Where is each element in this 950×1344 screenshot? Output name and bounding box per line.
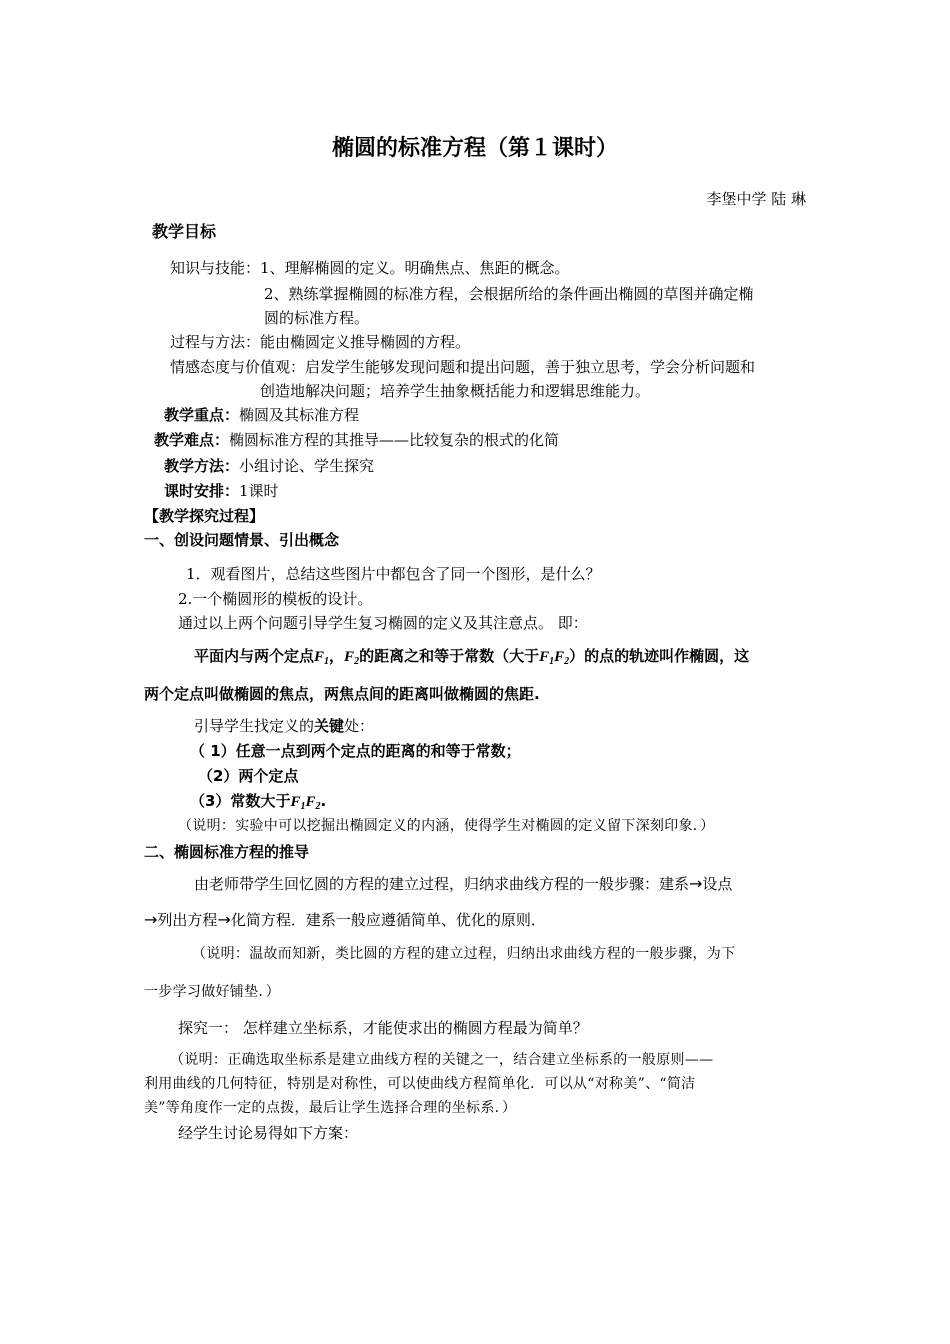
schedule <box>164 481 279 501</box>
knowledge-label: 知识与技能： <box>170 259 261 277</box>
key-point-text: 椭圆及其标准方程 <box>239 406 360 424</box>
process-method: 过程与方法：能由椭圆定义推导椭圆的方程。 <box>170 333 471 351</box>
section2-heading: 二、椭圆标准方程的推导 <box>144 843 310 861</box>
section1-heading: 一、创设问题情景、引出概念 <box>144 531 340 549</box>
emotion-2: 创造地解决问题；培养学生抽象概括能力和逻辑思维能力。 <box>260 382 651 400</box>
derivation-part-b: 设点 <box>702 875 733 893</box>
knowledge-1: 1、理解椭圆的定义。明确焦点、焦距的概念。 <box>260 259 570 277</box>
schedule-label: 课时安排： <box>164 482 240 500</box>
derivation-part-d: 化简方程．建系一般应遵循简单、优化的原则． <box>230 911 546 929</box>
guide-part-a: 引导学生找定义的 <box>194 717 315 735</box>
note-3-line-1: （说明：正确选取坐标系是建立曲线方程的关键之一，结合建立坐标系的一般原则—— <box>170 1052 714 1068</box>
method <box>164 456 374 476</box>
question-3: 通过以上两个问题引导学生复习椭圆的定义及其注意点。 即： <box>178 614 588 632</box>
knowledge-2: 2、熟练掌握椭圆的标准方程，会根据所给的条件画出椭圆的草图并确定椭 <box>264 285 754 303</box>
derivation-line-2 <box>144 910 546 930</box>
difficulty <box>154 430 559 450</box>
note-2-cont: 一步学习做好铺垫．） <box>144 984 280 1000</box>
period: . <box>320 792 327 810</box>
conclusion: 经学生讨论易得如下方案： <box>178 1124 359 1142</box>
difficulty-label: 教学难点： <box>154 431 230 449</box>
knowledge-2-cont: 圆的标准方程。 <box>264 309 370 327</box>
guide-part-c: 处： <box>344 717 375 735</box>
method-text: 小组讨论、学生探究 <box>239 457 375 475</box>
arrow-icon: → <box>217 910 231 929</box>
key-2: （2）两个定点 <box>198 767 299 785</box>
arrow-icon: → <box>689 874 703 893</box>
key-3-text: （3）常数大于 <box>190 792 291 810</box>
difficulty-text: 椭圆标准方程的其推导——比较复杂的根式的化简 <box>229 431 560 449</box>
f2-symbol: $F_2$ <box>344 649 360 667</box>
question-1: 1．观看图片，总结这些图片中都包含了同一个图形，是什么？ <box>186 565 601 583</box>
key-3 <box>190 791 326 812</box>
page-title: 椭圆的标准方程（第１课时） <box>331 135 618 161</box>
note-3-line-2: 利用曲线的几何特征，特别是对称性，可以使曲线方程简单化．可以从“对称美”、“简洁 <box>144 1076 696 1092</box>
note-3-line-3: 美”等角度作一定的点拨，最后让学生选择合理的坐标系．） <box>144 1100 517 1116</box>
note-2: （说明：温故而知新，类比圆的方程的建立过程，归纳出求曲线方程的一般步骤，为下 <box>192 946 736 962</box>
guide-line <box>194 716 374 736</box>
derivation-part-c: 列出方程 <box>157 911 218 929</box>
definition-line-1 <box>194 646 749 667</box>
guide-keyword: 关键 <box>314 717 345 735</box>
definition-part-b: 的距离之和等于常数（大于 <box>359 647 540 665</box>
f1f2-symbol: $F_1F_2$ <box>290 794 321 812</box>
derivation-line-1 <box>194 874 732 894</box>
objectives-heading: 教学目标 <box>152 222 217 241</box>
arrow-icon: → <box>144 910 158 929</box>
definition-part-c: ）的点的轨迹叫作椭圆，这 <box>569 647 750 665</box>
process-heading: 【教学探究过程】 <box>144 507 265 525</box>
method-label: 教学方法： <box>164 457 240 475</box>
knowledge-line-1 <box>170 258 570 278</box>
key-point-label: 教学重点： <box>164 406 240 424</box>
comma: ， <box>329 647 345 665</box>
f1-symbol: $F_1$ <box>314 649 330 667</box>
question-2: 2.一个椭圆形的模板的设计。 <box>178 590 373 608</box>
explore-one: 探究一： 怎样建立坐标系，才能使求出的椭圆方程最为简单？ <box>178 1019 588 1037</box>
derivation-part-a: 由老师带学生回忆圆的方程的建立过程，归纳求曲线方程的一般步骤：建系 <box>194 875 690 893</box>
note-1: （说明：实验中可以挖掘出椭圆定义的内涵，使得学生对椭圆的定义留下深刻印象．） <box>178 818 715 834</box>
definition-line-2: 两个定点叫做椭圆的焦点，两焦点间的距离叫做椭圆的焦距. <box>144 685 540 703</box>
f1f2-symbol: $F_1F_2$ <box>539 649 570 667</box>
definition-part-a: 平面内与两个定点 <box>194 647 315 665</box>
schedule-text: 1课时 <box>239 482 279 500</box>
author: 李堡中学 陆 琳 <box>706 190 806 208</box>
emotion-1: 情感态度与价值观：启发学生能够发现问题和提出问题，善于独立思考，学会分析问题和 <box>170 358 756 376</box>
key-1: （ 1）任意一点到两个定点的距离的和等于常数； <box>190 742 521 760</box>
key-point <box>164 405 359 425</box>
